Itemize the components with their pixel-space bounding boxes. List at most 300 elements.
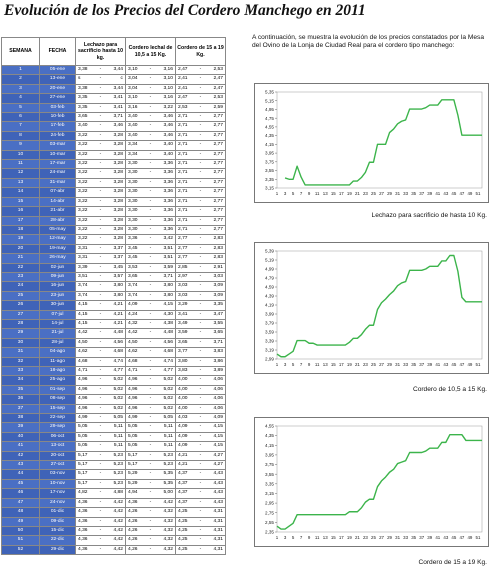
lechazo-min-cell: 5,17 <box>76 461 97 470</box>
cordero-min-cell: 2,71 <box>176 160 197 169</box>
x-tick-label: 39 <box>427 191 433 196</box>
lechal-min-cell: 3,40 <box>126 113 147 122</box>
range-separator: - <box>97 498 105 507</box>
range-separator: - <box>147 526 155 535</box>
cordero-min-cell: 4,00 <box>176 376 197 385</box>
table-row <box>2 141 226 150</box>
cordero-max-cell: 2,47 <box>205 84 226 93</box>
semana-cell: 17 <box>2 216 40 225</box>
fecha-cell: 01-dic <box>40 508 76 517</box>
lechal-min-cell: 4,24 <box>126 310 147 319</box>
range-separator: - <box>197 489 205 498</box>
range-separator: - <box>97 414 105 423</box>
lechazo-min-cell: 3,22 <box>76 169 97 178</box>
range-separator: - <box>97 526 105 535</box>
table-row <box>2 442 226 451</box>
lechazo-min-cell: 4,96 <box>76 404 97 413</box>
intro-text: A continuación, se muestra la evolución de los precios constatados por la Mesa del Ovino de la Lonja de Ciudad Real para el cordero tipo manchego: <box>252 34 485 50</box>
fecha-cell: 17-nov <box>40 489 76 498</box>
range-separator: - <box>197 113 205 122</box>
lechal-min-cell: 3,74 <box>126 291 147 300</box>
x-tick-label: 17 <box>338 191 344 196</box>
range-separator: - <box>97 545 105 554</box>
cordero-min-cell: 2,77 <box>176 235 197 244</box>
x-tick-label: 41 <box>435 362 441 367</box>
series-line <box>285 100 482 185</box>
cordero-min-cell: 4,03 <box>176 414 197 423</box>
range-separator: - <box>197 291 205 300</box>
lechazo-max-cell: 3,28 <box>105 141 126 150</box>
y-tick-label: 3,79 <box>265 320 274 326</box>
lechal-max-cell: 5,11 <box>155 442 176 451</box>
lechal-min-cell: 4,50 <box>126 338 147 347</box>
lechal-max-cell: 4,32 <box>155 545 176 554</box>
fecha-cell: 15-dic <box>40 526 76 535</box>
fecha-cell: 13-ene <box>40 75 76 84</box>
x-tick-label: 21 <box>354 362 360 367</box>
range-separator: - <box>97 66 105 75</box>
semana-cell: 9 <box>2 141 40 150</box>
cordero-min-cell: 2,71 <box>176 150 197 159</box>
lechal-min-cell: 3,36 <box>126 235 147 244</box>
range-separator: - <box>197 282 205 291</box>
y-tick-label: 3,55 <box>265 471 274 477</box>
semana-cell: 8 <box>2 131 40 140</box>
range-separator: - <box>97 432 105 441</box>
x-tick-label: 35 <box>411 535 417 540</box>
range-separator: - <box>197 263 205 272</box>
cordero-min-cell: 4,25 <box>176 545 197 554</box>
range-separator: - <box>147 545 155 554</box>
cordero-min-cell: 2,77 <box>176 254 197 263</box>
range-separator: - <box>197 207 205 216</box>
lechazo-min-cell: 3,22 <box>76 131 97 140</box>
y-tick-label: 4,79 <box>265 275 274 281</box>
fecha-cell: 22-sep <box>40 414 76 423</box>
table-row <box>2 526 226 535</box>
lechal-min-cell: 3,53 <box>126 263 147 272</box>
cordero-min-cell: 2,41 <box>176 84 197 93</box>
lechazo-max-cell: 3,44 <box>105 66 126 75</box>
lechal-min-cell: 3,30 <box>126 188 147 197</box>
cordero-max-cell: 2,77 <box>205 188 226 197</box>
range-separator: - <box>197 508 205 517</box>
lechal-max-cell: 3,36 <box>155 178 176 187</box>
lechazo-min-cell: 3,65 <box>76 113 97 122</box>
fecha-cell: 29-sep <box>40 423 76 432</box>
price-table <box>1 37 226 555</box>
lechazo-min-cell: 3,22 <box>76 160 97 169</box>
range-separator: - <box>197 254 205 263</box>
range-separator: - <box>147 357 155 366</box>
lechal-max-cell: 4,42 <box>155 498 176 507</box>
lechazo-min-cell: 3,22 <box>76 207 97 216</box>
table-row <box>2 479 226 488</box>
lechal-min-cell: 4,26 <box>126 536 147 545</box>
lechazo-max-cell: 3,28 <box>105 197 126 206</box>
x-tick-label: 31 <box>395 191 401 196</box>
lechazo-max-cell: 3,41 <box>105 103 126 112</box>
lechal-max-cell: 3,16 <box>155 94 176 103</box>
semana-cell: 50 <box>2 526 40 535</box>
range-separator: - <box>197 329 205 338</box>
x-tick-label: 11 <box>314 362 320 367</box>
lechazo-min-cell: 5,05 <box>76 442 97 451</box>
table-row <box>2 376 226 385</box>
x-tick-label: 25 <box>371 535 376 540</box>
x-tick-label: 1 <box>275 191 279 196</box>
lechazo-max-cell: 3,28 <box>105 225 126 234</box>
range-separator: - <box>197 103 205 112</box>
y-tick-label: 2,35 <box>265 529 274 535</box>
lechal-min-cell: 4,26 <box>126 526 147 535</box>
x-tick-label: 47 <box>459 535 465 540</box>
cordero-max-cell: 2,91 <box>205 263 226 272</box>
cordero-max-cell: 2,77 <box>205 150 226 159</box>
range-separator: - <box>147 197 155 206</box>
fecha-cell: 08-sep <box>40 395 76 404</box>
range-separator: - <box>147 263 155 272</box>
semana-cell: 5 <box>2 103 40 112</box>
lechal-max-cell: 4,38 <box>155 319 176 328</box>
cordero-min-cell: 2,71 <box>176 216 197 225</box>
y-tick-label: 4,35 <box>265 133 274 139</box>
cordero-min-cell: 2,47 <box>176 94 197 103</box>
lechal-min-cell: 3,30 <box>126 160 147 169</box>
chart-lechazo-caption: Lechazo para sacrificio de hasta 10 Kg. <box>371 212 487 219</box>
table-row <box>2 385 226 394</box>
table-row <box>2 508 226 517</box>
lechal-min-cell: 4,42 <box>126 329 147 338</box>
cordero-max-cell: 4,31 <box>205 517 226 526</box>
range-separator: - <box>97 489 105 498</box>
lechal-min-cell: 3,40 <box>126 122 147 131</box>
cordero-max-cell: 2,83 <box>205 244 226 253</box>
x-tick-label: 27 <box>379 191 384 196</box>
semana-cell: 47 <box>2 498 40 507</box>
semana-cell: 13 <box>2 178 40 187</box>
lechazo-min-cell: 4,36 <box>76 526 97 535</box>
x-tick-label: 37 <box>419 535 425 540</box>
semana-cell: 19 <box>2 235 40 244</box>
range-separator: - <box>197 517 205 526</box>
lechazo-max-cell: 4,42 <box>105 498 126 507</box>
cordero-min-cell: 2,71 <box>176 178 197 187</box>
table-row <box>2 94 226 103</box>
cordero-max-cell: 2,77 <box>205 160 226 169</box>
lechazo-min-cell: 5,17 <box>76 451 97 460</box>
lechal-min-cell: 4,26 <box>126 517 147 526</box>
fecha-cell: 23-jun <box>40 291 76 300</box>
range-separator: - <box>197 461 205 470</box>
semana-cell: 10 <box>2 150 40 159</box>
column-header-cordero-15-19: Cordero de 15 a 19 Kg. <box>176 38 226 66</box>
range-separator: - <box>147 188 155 197</box>
range-separator: - <box>147 536 155 545</box>
cordero-max-cell: 2,77 <box>205 197 226 206</box>
fecha-cell: 16-jun <box>40 282 76 291</box>
range-separator: - <box>97 423 105 432</box>
lechal-min-cell: 3,65 <box>126 272 147 281</box>
column-header-semana: SEMANA <box>2 38 40 66</box>
table-row <box>2 131 226 140</box>
lechazo-min-cell: 4,36 <box>76 508 97 517</box>
range-separator: - <box>147 489 155 498</box>
range-separator: - <box>97 244 105 253</box>
x-tick-label: 45 <box>451 535 457 540</box>
column-header-fecha: FECHA <box>40 38 76 66</box>
x-tick-label: 13 <box>322 362 328 367</box>
fecha-cell: 27-oct <box>40 461 76 470</box>
cordero-min-cell: 4,00 <box>176 395 197 404</box>
y-tick-label: 3,35 <box>265 481 274 487</box>
range-separator: - <box>97 178 105 187</box>
x-tick-label: 47 <box>459 191 465 196</box>
range-separator: - <box>197 404 205 413</box>
lechazo-min-cell: 3,31 <box>76 254 97 263</box>
x-tick-label: 1 <box>275 535 279 540</box>
x-tick-label: 29 <box>387 535 392 540</box>
fecha-cell: 18-ago <box>40 367 76 376</box>
lechal-min-cell: 3,10 <box>126 66 147 75</box>
series-line <box>277 435 482 529</box>
y-tick-label: 2,55 <box>265 519 274 525</box>
range-separator: - <box>97 357 105 366</box>
lechal-min-cell: 3,16 <box>126 103 147 112</box>
lechazo-max-cell: 5,11 <box>105 423 126 432</box>
lechazo-max-cell: 5,23 <box>105 451 126 460</box>
semana-cell: 6 <box>2 113 40 122</box>
fecha-cell: 21-abr <box>40 207 76 216</box>
range-separator: - <box>147 310 155 319</box>
x-tick-label: 51 <box>475 191 481 196</box>
table-row <box>2 348 226 357</box>
lechal-min-cell: 5,05 <box>126 423 147 432</box>
fecha-cell: 20-oct <box>40 451 76 460</box>
range-separator: - <box>197 272 205 281</box>
table-row <box>2 291 226 300</box>
range-separator: - <box>97 94 105 103</box>
x-tick-label: 1 <box>275 362 279 367</box>
range-separator: - <box>147 423 155 432</box>
lechal-max-cell: 5,23 <box>155 451 176 460</box>
semana-cell: 18 <box>2 225 40 234</box>
table-row <box>2 244 226 253</box>
y-tick-label: 4,55 <box>265 124 274 130</box>
cordero-min-cell: 4,37 <box>176 479 197 488</box>
lechal-min-cell: 5,17 <box>126 451 147 460</box>
lechazo-min-cell: 3,35 <box>76 94 97 103</box>
range-separator: - <box>147 395 155 404</box>
range-separator: - <box>97 188 105 197</box>
lechazo-max-cell: 3,80 <box>105 291 126 300</box>
range-separator: - <box>197 498 205 507</box>
chart-lechazo-plot <box>255 84 488 202</box>
cordero-min-cell: 3,77 <box>176 348 197 357</box>
x-tick-label: 3 <box>283 191 287 196</box>
lechal-min-cell: 4,68 <box>126 357 147 366</box>
range-separator: - <box>97 338 105 347</box>
semana-cell: 2 <box>2 75 40 84</box>
range-separator: - <box>97 113 105 122</box>
lechazo-max-cell: 4,68 <box>105 348 126 357</box>
table-row <box>2 310 226 319</box>
lechazo-max-cell: 3,37 <box>105 244 126 253</box>
lechal-max-cell: 3,22 <box>155 103 176 112</box>
semana-cell: 21 <box>2 254 40 263</box>
cordero-min-cell: 4,25 <box>176 536 197 545</box>
range-separator: - <box>147 385 155 394</box>
range-separator: - <box>147 131 155 140</box>
lechal-min-cell: 4,36 <box>126 498 147 507</box>
lechazo-max-cell: 4,42 <box>105 517 126 526</box>
cordero-min-cell: 2,97 <box>176 272 197 281</box>
fecha-cell: 14-abr <box>40 197 76 206</box>
lechazo-min-cell: 3,35 <box>76 103 97 112</box>
semana-cell: 22 <box>2 263 40 272</box>
range-separator: - <box>197 188 205 197</box>
y-tick-label: 4,99 <box>265 266 274 272</box>
table-row <box>2 103 226 112</box>
lechal-min-cell: 4,94 <box>126 489 147 498</box>
fecha-cell: 07-abr <box>40 188 76 197</box>
range-separator: - <box>97 517 105 526</box>
lechazo-min-cell: 4,96 <box>76 385 97 394</box>
semana-cell: 37 <box>2 404 40 413</box>
lechal-max-cell: 4,77 <box>155 367 176 376</box>
range-separator: - <box>197 338 205 347</box>
lechal-max-cell: 3,36 <box>155 160 176 169</box>
table-row <box>2 122 226 131</box>
range-separator: - <box>197 66 205 75</box>
semana-cell: 24 <box>2 282 40 291</box>
table-row <box>2 517 226 526</box>
lechazo-max-cell: 3,57 <box>105 272 126 281</box>
lechal-min-cell: 3,45 <box>126 244 147 253</box>
range-separator: - <box>197 367 205 376</box>
range-separator: - <box>197 432 205 441</box>
table-row <box>2 404 226 413</box>
lechal-min-cell: 4,96 <box>126 404 147 413</box>
cordero-max-cell: 4,06 <box>205 376 226 385</box>
lechal-max-cell: 5,23 <box>155 461 176 470</box>
table-row <box>2 272 226 281</box>
cordero-min-cell: 4,37 <box>176 489 197 498</box>
y-tick-label: 3,75 <box>265 159 274 165</box>
lechal-min-cell: 5,29 <box>126 470 147 479</box>
lechazo-min-cell: 4,62 <box>76 348 97 357</box>
y-tick-label: 3,15 <box>265 185 274 191</box>
fecha-cell: 10-mar <box>40 150 76 159</box>
cordero-min-cell: 4,25 <box>176 526 197 535</box>
lechal-max-cell: 5,05 <box>155 414 176 423</box>
fecha-cell: 15-sep <box>40 404 76 413</box>
lechal-max-cell: 3,40 <box>155 141 176 150</box>
semana-cell: 1 <box>2 66 40 75</box>
lechazo-min-cell: 4,71 <box>76 367 97 376</box>
cordero-min-cell: 2,71 <box>176 131 197 140</box>
semana-cell: 49 <box>2 517 40 526</box>
lechal-min-cell: 4,26 <box>126 545 147 554</box>
x-tick-label: 35 <box>411 191 417 196</box>
range-separator: - <box>97 84 105 93</box>
range-separator: - <box>147 367 155 376</box>
range-separator: - <box>197 225 205 234</box>
cordero-min-cell: 3,29 <box>176 301 197 310</box>
range-separator: - <box>197 357 205 366</box>
x-tick-label: 43 <box>443 191 449 196</box>
fecha-cell: 24-nov <box>40 498 76 507</box>
cordero-min-cell: 2,71 <box>176 225 197 234</box>
range-separator: - <box>147 122 155 131</box>
lechal-max-cell: 5,11 <box>155 423 176 432</box>
fecha-cell: 09-jun <box>40 272 76 281</box>
range-separator: - <box>197 385 205 394</box>
lechal-max-cell: 3,36 <box>155 169 176 178</box>
semana-cell: 16 <box>2 207 40 216</box>
x-tick-label: 11 <box>314 191 320 196</box>
semana-cell: 40 <box>2 432 40 441</box>
lechal-max-cell: 4,32 <box>155 508 176 517</box>
lechazo-max-cell: 3,28 <box>105 178 126 187</box>
lechazo-max-cell: 4,42 <box>105 526 126 535</box>
semana-cell: 25 <box>2 291 40 300</box>
range-separator: - <box>197 197 205 206</box>
lechal-min-cell: 3,34 <box>126 150 147 159</box>
cordero-max-cell: 3,89 <box>205 367 226 376</box>
lechal-min-cell: 3,30 <box>126 225 147 234</box>
x-tick-label: 29 <box>387 191 392 196</box>
range-separator: - <box>147 291 155 300</box>
lechazo-min-cell: 4,15 <box>76 319 97 328</box>
lechazo-max-cell: 5,02 <box>105 395 126 404</box>
table-row <box>2 395 226 404</box>
lechazo-min-cell: 5,17 <box>76 470 97 479</box>
x-tick-label: 23 <box>362 535 368 540</box>
lechazo-min-cell: 3,22 <box>76 216 97 225</box>
cordero-max-cell: 4,31 <box>205 536 226 545</box>
lechazo-min-cell: 3,31 <box>76 244 97 253</box>
semana-cell: 33 <box>2 367 40 376</box>
lechazo-min-cell: 3,22 <box>76 197 97 206</box>
lechazo-max-cell: 4,21 <box>105 310 126 319</box>
range-separator: - <box>147 66 155 75</box>
lechal-min-cell: 3,34 <box>126 141 147 150</box>
fecha-cell: 28-abr <box>40 216 76 225</box>
lechal-max-cell: 5,35 <box>155 479 176 488</box>
table-row <box>2 197 226 206</box>
range-separator: - <box>97 235 105 244</box>
x-tick-label: 13 <box>322 535 328 540</box>
fecha-cell: 17-mar <box>40 160 76 169</box>
cordero-min-cell: 2,71 <box>176 197 197 206</box>
lechazo-min-cell: 3,22 <box>76 235 97 244</box>
semana-cell: 43 <box>2 461 40 470</box>
lechal-min-cell: 3,30 <box>126 178 147 187</box>
range-separator: - <box>197 470 205 479</box>
fecha-cell: 14-jul <box>40 319 76 328</box>
lechal-min-cell: 4,96 <box>126 385 147 394</box>
lechazo-max-cell: 4,48 <box>105 329 126 338</box>
lechal-max-cell: 5,02 <box>155 404 176 413</box>
semana-cell: 29 <box>2 329 40 338</box>
x-tick-label: 5 <box>291 191 295 196</box>
range-separator: - <box>97 385 105 394</box>
x-tick-label: 5 <box>291 362 295 367</box>
x-tick-label: 19 <box>346 535 352 540</box>
range-separator: - <box>97 160 105 169</box>
cordero-max-cell: 2,59 <box>205 103 226 112</box>
